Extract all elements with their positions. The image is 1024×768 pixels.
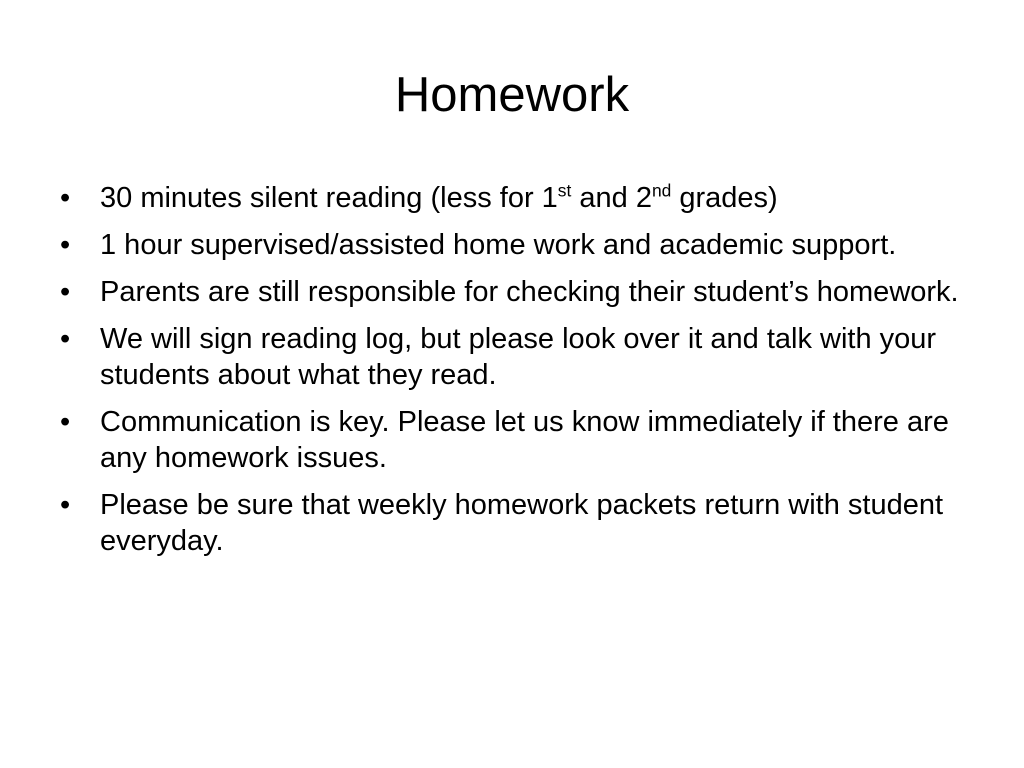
bullet-item: [60, 404, 980, 476]
bullet-item: [60, 180, 980, 216]
bullet-list: [60, 180, 980, 570]
bullet-item: [60, 274, 980, 310]
bullet-icon: •: [60, 489, 71, 521]
bullet-text-part: 30 minutes silent reading (less for 1: [100, 182, 558, 214]
bullet-icon: •: [60, 276, 71, 308]
bullet-item: [60, 321, 980, 393]
bullet-text: Please be sure that weekly homework packets return with student everyday.: [100, 489, 944, 557]
bullet-text: We will sign reading log, but please look over it and talk with your students about what they read.: [100, 323, 937, 391]
bullet-item: [60, 227, 980, 263]
bullet-text: 1 hour supervised/assisted home work and academic support.: [100, 229, 897, 261]
bullet-text-part: and 2: [571, 182, 652, 214]
ordinal-suffix: st: [557, 180, 572, 201]
bullet-icon: •: [60, 229, 71, 261]
bullet-text: Parents are still responsible for checking their student’s homework.: [100, 276, 959, 308]
bullet-text-part: grades): [671, 182, 778, 214]
bullet-item: [60, 487, 980, 559]
bullet-icon: •: [60, 406, 71, 438]
ordinal-suffix: nd: [651, 180, 672, 201]
bullet-text: [100, 182, 778, 214]
bullet-icon: •: [60, 323, 71, 355]
bullet-icon: •: [60, 182, 71, 214]
bullet-text: Communication is key. Please let us know immediately if there are any homework issues.: [100, 406, 949, 474]
slide-title: Homework: [394, 68, 630, 122]
